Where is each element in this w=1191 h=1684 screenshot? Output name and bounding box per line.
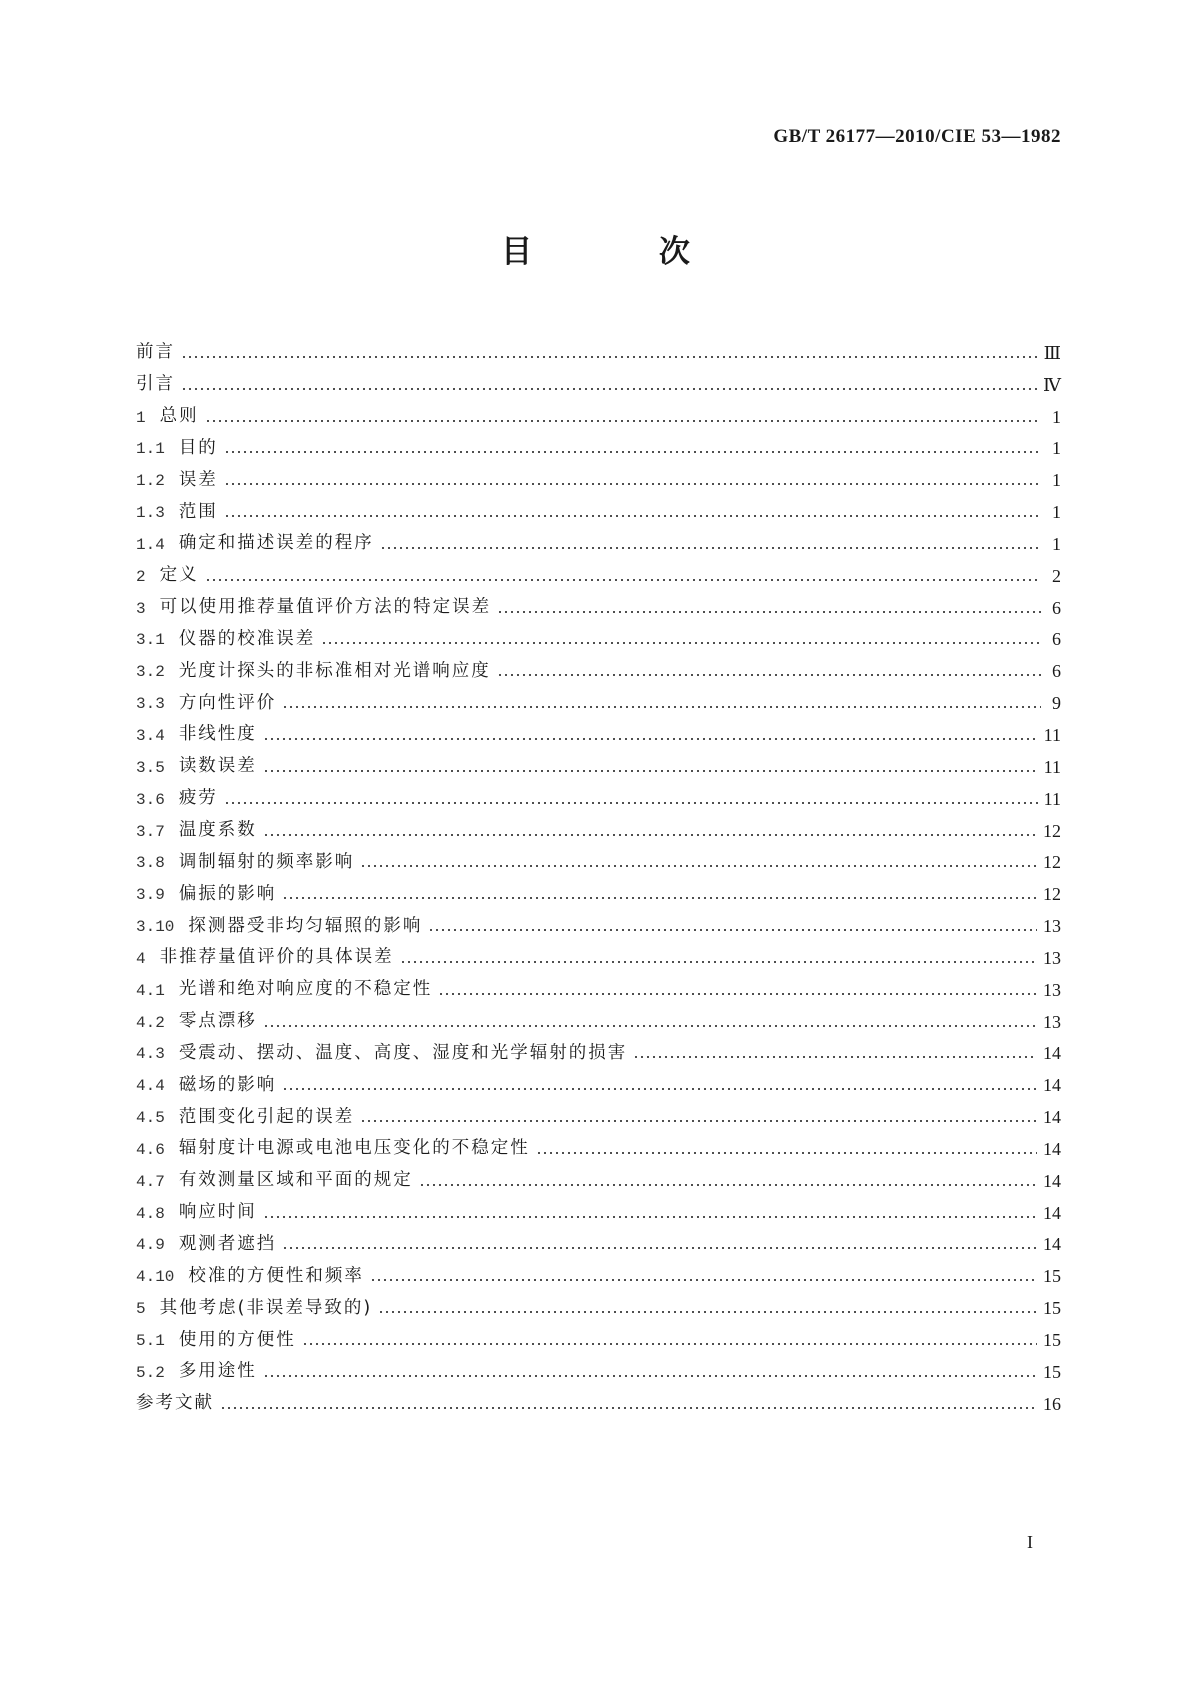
- toc-entry-page: 6: [1052, 597, 1061, 618]
- toc-entry-page: 15: [1043, 1330, 1061, 1350]
- toc-entry[interactable]: [136, 426, 1061, 458]
- toc-entry-label: 校准的方便性和频率: [188, 1265, 364, 1286]
- toc-entry-label: 范围变化引起的误差: [178, 1106, 355, 1127]
- toc-leader-dots: [263, 833, 1037, 837]
- toc-entry-label: 零点漂移: [178, 1011, 257, 1032]
- toc-entry[interactable]: [136, 808, 1061, 840]
- toc-leader-dots: [263, 1374, 1037, 1378]
- toc-leader-dots: [497, 610, 1041, 614]
- toc-entry[interactable]: [136, 1190, 1061, 1222]
- toc-leader-dots: [263, 769, 1038, 773]
- toc-leader-dots: [360, 864, 1037, 868]
- toc-entry-number: 3.2: [136, 663, 165, 682]
- toc-entry-label: 确定和描述误差的程序: [178, 533, 374, 554]
- toc-entry-page: 9: [1052, 693, 1061, 714]
- toc-leader-dots: [282, 896, 1037, 900]
- toc-leader-dots: [370, 1278, 1037, 1282]
- toc-entry[interactable]: [136, 1158, 1061, 1190]
- toc-entry[interactable]: [136, 1031, 1061, 1063]
- toc-entry-label: 总则: [159, 406, 199, 427]
- toc-leader-dots: [263, 1024, 1037, 1028]
- toc-entry-page: 14: [1043, 1107, 1061, 1128]
- toc-entry-label: 疲劳: [178, 788, 218, 809]
- toc-entry-label: 前言: [136, 342, 175, 363]
- toc-entry-label: 温度系数: [178, 820, 257, 840]
- toc-entry[interactable]: [136, 362, 1061, 394]
- toc-entry-label: 仪器的校准误差: [178, 628, 316, 649]
- toc-leader-dots: [263, 1215, 1037, 1219]
- toc-entry-number: 5.1: [136, 1332, 165, 1350]
- toc-entry-label: 定义: [159, 565, 199, 586]
- toc-entry-label: 受震动、摆动、温度、高度、湿度和光学辐射的损害: [178, 1042, 628, 1063]
- toc-entry-number: 3.8: [136, 854, 165, 873]
- toc-entry-label: 光度计探头的非标准相对光谱响应度: [178, 660, 491, 681]
- toc-leader-dots: [302, 1342, 1037, 1346]
- toc-entry-page: 1: [1052, 470, 1061, 491]
- toc-entry-page: 13: [1043, 916, 1061, 937]
- toc-entry-page: 11: [1043, 788, 1061, 809]
- toc-entry[interactable]: [136, 1285, 1061, 1317]
- toc-entry-page: 2: [1052, 565, 1061, 586]
- toc-entry-page: 1: [1052, 406, 1061, 427]
- toc-entry-label: 偏振的影响: [178, 883, 277, 904]
- toc-entry-number: 3.6: [136, 790, 165, 809]
- toc-entry-label: 辐射度计电源或电池电压变化的不稳定性: [178, 1138, 530, 1159]
- toc-entry-label: 调制辐射的频率影响: [178, 851, 355, 872]
- toc-leader-dots: [380, 546, 1041, 550]
- toc-entry-label: 光谱和绝对响应度的不稳定性: [178, 979, 433, 1000]
- toc-leader-dots: [224, 514, 1041, 518]
- page-number: I: [1027, 1532, 1033, 1552]
- toc-entry-number: 2: [136, 567, 146, 586]
- toc-entry-label: 引言: [136, 374, 175, 395]
- toc-entry-label: 磁场的影响: [178, 1074, 277, 1095]
- toc-entry[interactable]: [136, 457, 1061, 489]
- toc-entry-page: 12: [1043, 820, 1061, 841]
- toc-entry-label: 使用的方便性: [178, 1329, 296, 1350]
- toc-entry-label: 非线性度: [178, 724, 257, 745]
- toc-leader-dots: [321, 641, 1041, 645]
- toc-entry-number: 3.5: [136, 758, 165, 777]
- toc-entry-number: 4.6: [136, 1140, 165, 1159]
- toc-entry-number: 1.2: [136, 472, 165, 491]
- toc-entry[interactable]: [136, 776, 1061, 808]
- toc-entry-page: 14: [1043, 1202, 1061, 1223]
- toc-entry[interactable]: [136, 1381, 1061, 1413]
- toc-entry[interactable]: [136, 871, 1061, 903]
- toc-entry[interactable]: [136, 553, 1061, 585]
- toc-leader-dots: [282, 1246, 1037, 1250]
- toc-entry-number: 5: [136, 1300, 146, 1319]
- toc-entry-page: 15: [1043, 1266, 1061, 1287]
- toc-entry-page: 1: [1052, 533, 1061, 554]
- toc-entry[interactable]: [136, 903, 1061, 935]
- toc-leader-dots: [224, 801, 1038, 805]
- toc-entry[interactable]: [136, 489, 1061, 521]
- toc-leader-dots: [400, 960, 1037, 964]
- toc-entry-label: 范围: [178, 501, 218, 522]
- toc-entry[interactable]: [136, 648, 1061, 680]
- toc-entry-number: 3.10: [136, 918, 175, 937]
- toc-leader-dots: [220, 1406, 1037, 1410]
- toc-entry-number: 4.10: [136, 1268, 175, 1287]
- toc-entry-page: 12: [1043, 852, 1061, 873]
- toc-entry-page: 15: [1043, 1298, 1061, 1319]
- toc-leader-dots: [438, 992, 1037, 996]
- toc-leader-dots: [282, 705, 1041, 709]
- toc-entry-number: 4: [136, 949, 146, 968]
- toc-leader-dots: [378, 1310, 1037, 1314]
- toc-entry[interactable]: [136, 680, 1061, 712]
- toc-entry-page: 12: [1043, 884, 1061, 905]
- toc-entry-number: 4.1: [136, 981, 165, 1000]
- toc-entry-number: 3.4: [136, 726, 165, 745]
- toc-leader-dots: [360, 1119, 1037, 1123]
- toc-entry-number: 1.3: [136, 504, 165, 523]
- toc-entry[interactable]: [136, 999, 1061, 1031]
- toc-entry-page: 14: [1043, 1170, 1061, 1191]
- toc-entry-number: 4.3: [136, 1045, 165, 1064]
- toc-entry-page: 15: [1043, 1361, 1061, 1382]
- toc-entry-number: 4.4: [136, 1077, 165, 1096]
- toc-entry-label: 可以使用推荐量值评价方法的特定误差: [159, 597, 492, 618]
- toc-leader-dots: [224, 482, 1041, 486]
- toc-entry[interactable]: [136, 1222, 1061, 1254]
- toc-leader-dots: [181, 355, 1038, 359]
- toc-entry[interactable]: [136, 1317, 1061, 1349]
- toc-leader-dots: [419, 1183, 1037, 1187]
- toc-entry-page: 13: [1043, 947, 1061, 968]
- toc-entry[interactable]: [136, 1253, 1061, 1285]
- toc-entry-label: 读数误差: [178, 756, 257, 777]
- toc-entry[interactable]: [136, 394, 1061, 426]
- toc-entry-page: 6: [1052, 629, 1061, 650]
- toc-entry-page: 16: [1043, 1393, 1061, 1414]
- toc-entry-page: 13: [1043, 1011, 1061, 1032]
- toc-entry[interactable]: [136, 1062, 1061, 1094]
- toc-entry-label: 多用途性: [178, 1361, 257, 1382]
- toc-leader-dots: [263, 737, 1038, 741]
- toc-entry-page: 14: [1043, 1075, 1061, 1096]
- toc-entry[interactable]: [136, 840, 1061, 872]
- toc-entry-number: 4.7: [136, 1172, 165, 1191]
- toc-entry[interactable]: [136, 521, 1061, 553]
- toc-entry[interactable]: [136, 617, 1061, 649]
- toc-entry-page: 11: [1043, 756, 1061, 777]
- toc-entry-page: Ⅳ: [1043, 374, 1061, 395]
- toc-entry[interactable]: [136, 744, 1061, 776]
- toc-entry-label: 观测者遮挡: [178, 1233, 277, 1254]
- toc-entry-page: 14: [1043, 1043, 1061, 1064]
- toc-entry-label: 非推荐量值评价的具体误差: [159, 947, 394, 968]
- toc-leader-dots: [428, 928, 1037, 932]
- toc-entry-number: 3.7: [136, 822, 165, 841]
- toc-entry-label: 方向性评价: [178, 692, 277, 713]
- toc-entry-number: 3.1: [136, 631, 165, 650]
- toc-entry-number: 4.8: [136, 1204, 165, 1223]
- toc-entry-number: 4.2: [136, 1013, 165, 1032]
- toc-entry[interactable]: [136, 1094, 1061, 1126]
- toc-entry[interactable]: [136, 1126, 1061, 1158]
- toc-entry-page: 14: [1043, 1234, 1061, 1255]
- toc-entry-label: 参考文献: [136, 1393, 214, 1414]
- toc-entry-page: 13: [1043, 979, 1061, 1000]
- toc-entry-number: 5.2: [136, 1363, 165, 1382]
- toc-entry[interactable]: [136, 585, 1061, 617]
- toc-leader-dots: [633, 1055, 1037, 1059]
- toc-leader-dots: [181, 387, 1037, 391]
- toc-entry[interactable]: [136, 712, 1061, 744]
- toc-entry-number: 3.9: [136, 886, 165, 905]
- toc-entry-label: 响应时间: [178, 1202, 257, 1223]
- standard-code-header: GB/T 26177—2010/CIE 53—1982: [773, 126, 1061, 147]
- toc-entry-number: 3.3: [136, 695, 165, 714]
- table-of-contents: [136, 330, 1061, 1413]
- toc-entry-page: Ⅲ: [1043, 342, 1061, 363]
- page-title: 目 次: [501, 234, 748, 270]
- toc-entry-number: 1.1: [136, 440, 165, 459]
- toc-entry-label: 目的: [178, 437, 218, 458]
- toc-entry[interactable]: [136, 1349, 1061, 1381]
- toc-entry-number: 1: [136, 408, 146, 427]
- toc-entry-page: 1: [1052, 502, 1061, 523]
- toc-entry[interactable]: [136, 967, 1061, 999]
- toc-leader-dots: [282, 1087, 1037, 1091]
- toc-entry[interactable]: [136, 935, 1061, 967]
- toc-entry-number: 4.5: [136, 1109, 165, 1128]
- toc-leader-dots: [205, 419, 1041, 423]
- toc-entry-label: 其他考虑(非误差导致的): [159, 1297, 373, 1318]
- toc-entry-page: 14: [1043, 1138, 1061, 1159]
- toc-leader-dots: [536, 1151, 1037, 1155]
- toc-entry[interactable]: [136, 330, 1061, 362]
- toc-entry-label: 有效测量区域和平面的规定: [178, 1170, 413, 1191]
- toc-entry-number: 3: [136, 599, 146, 618]
- toc-entry-label: 探测器受非均匀辐照的影响: [188, 915, 423, 936]
- toc-entry-page: 1: [1052, 438, 1061, 459]
- toc-leader-dots: [224, 450, 1041, 454]
- toc-entry-number: 4.9: [136, 1236, 165, 1255]
- toc-leader-dots: [497, 673, 1041, 677]
- toc-entry-page: 6: [1052, 661, 1061, 682]
- toc-leader-dots: [205, 578, 1041, 582]
- toc-entry-label: 误差: [178, 469, 218, 490]
- toc-entry-number: 1.4: [136, 535, 165, 554]
- toc-entry-page: 11: [1043, 724, 1061, 745]
